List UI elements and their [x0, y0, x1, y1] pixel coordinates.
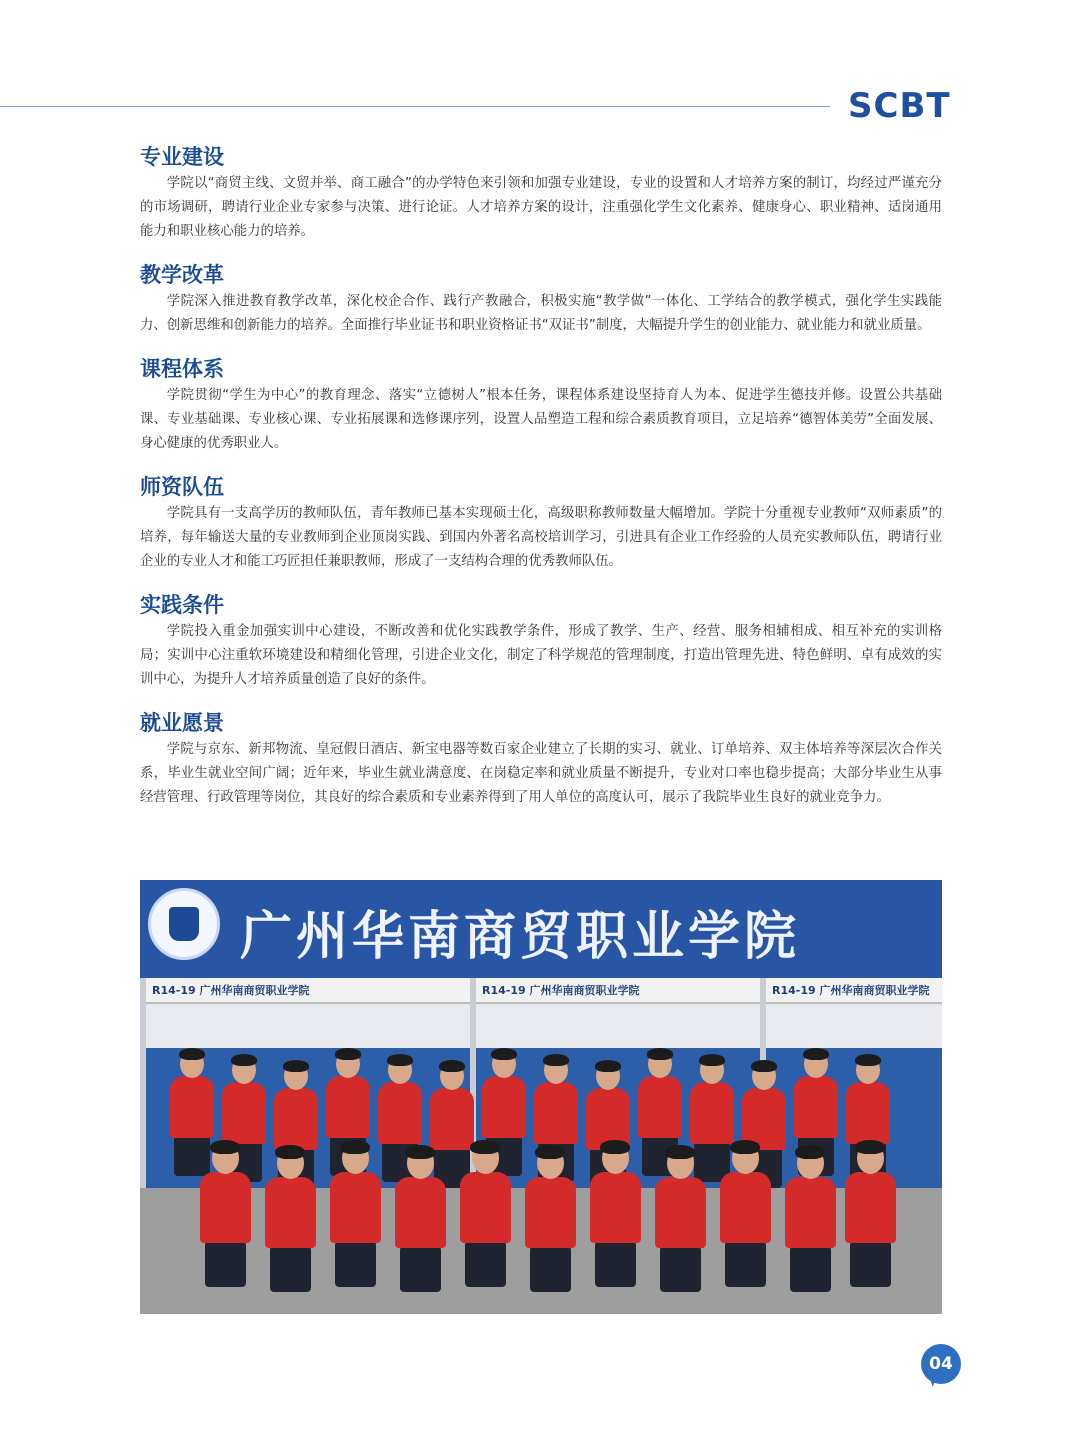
- booth-label: R14-19 广州华南商贸职业学院: [772, 984, 930, 997]
- section-title: 课程体系: [140, 357, 224, 381]
- section-title: 专业建设: [140, 145, 224, 169]
- brand-logo-text: SCBT: [848, 86, 951, 126]
- section-paragraph: 学院贯彻“学生为中心”的教育理念、落实“立德树人”根本任务，课程体系建设坚持育人为本、促进学生德技并修。设置公共基础课、专业基础课、专业核心课、专业拓展课和选修课序列，设置人品塑造工程和综合素质教育项目，立足培养“德智体美劳”全面发展、身心健康的优秀职业人。: [140, 388, 942, 451]
- header-rule: [0, 106, 830, 107]
- section-title: 教学改革: [140, 263, 224, 287]
- section-paragraph: 学院与京东、新邦物流、皇冠假日酒店、新宝电器等数百家企业建立了长期的实习、就业、订单培养、双主体培养等深层次合作关系，毕业生就业空间广阔；近年来，毕业生就业满意度、在岗稳定率和就业质量不断提升，专业对口率也稳步提高；大部分毕业生从事经营管理、行政管理等岗位，其良好的综合素质和专业素养得到了用人单位的高度认可，展示了我院毕业生良好的就业竞争力。: [140, 742, 942, 805]
- article-body: [140, 142, 942, 810]
- college-emblem-icon: [148, 888, 220, 960]
- page-number: 04: [921, 1344, 961, 1384]
- booth-label: R14-19 广州华南商贸职业学院: [152, 984, 310, 997]
- section-major-construction: [140, 142, 942, 244]
- section-curriculum: [140, 354, 942, 456]
- group-photo: [140, 880, 942, 1314]
- photo-banner: [140, 880, 942, 978]
- section-paragraph: 学院深入推进教育教学改革，深化校企合作、践行产教融合，积极实施“教学做”一体化、工学结合的教学模式，强化学生实践能力、创新思维和创新能力的培养。全面推行毕业证书和职业资格证书“双证书”制度，大幅提升学生的创业能力、就业能力和就业质量。: [140, 294, 942, 333]
- section-teaching-reform: [140, 260, 942, 338]
- section-practice-conditions: [140, 590, 942, 692]
- section-paragraph: 学院投入重金加强实训中心建设，不断改善和优化实践教学条件，形成了教学、生产、经营、服务相辅相成、相互补充的实训格局；实训中心注重软环境建设和精细化管理，引进企业文化，制定了科学规范的管理制度，打造出管理先进、特色鲜明、卓有成效的实训中心，为提升人才培养质量创造了良好的条件。: [140, 624, 942, 687]
- section-paragraph: 学院以“商贸主线、文贸并举、商工融合”的办学特色来引领和加强专业建设，专业的设置和人才培养方案的制订，均经过严谨充分的市场调研，聘请行业企业专家参与决策、进行论证。人才培养方案的设计，注重强化学生文化素养、健康身心、职业精神、适岗通用能力和职业核心能力的培养。: [140, 176, 942, 239]
- section-title: 师资队伍: [140, 475, 224, 499]
- section-title: 就业愿景: [140, 711, 224, 735]
- section-faculty: [140, 472, 942, 574]
- section-paragraph: 学院具有一支高学历的教师队伍，青年教师已基本实现硕士化，高级职称教师数量大幅增加。学院十分重视专业教师“双师素质”的培养，每年输送大量的专业教师到企业顶岗实践、到国内外著名高校培训学习，引进具有企业工作经验的人员充实教师队伍，聘请行业企业的专业人才和能工巧匠担任兼职教师，形成了一支结构合理的优秀教师队伍。: [140, 506, 942, 569]
- banner-text: 广州华南商贸职业学院: [240, 906, 801, 967]
- section-employment: [140, 708, 942, 810]
- booth-label: R14-19 广州华南商贸职业学院: [482, 984, 640, 997]
- section-title: 实践条件: [140, 593, 224, 617]
